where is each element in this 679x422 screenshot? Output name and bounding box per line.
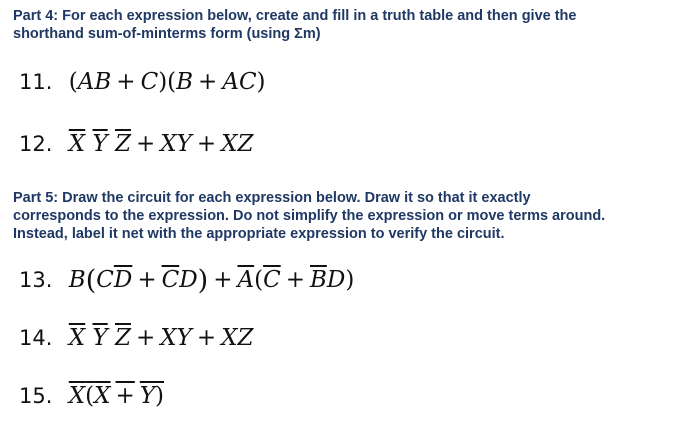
problem-14-expression: $\overline{X}$ $\overline{Y}$ $\overline{Z}$ + XY + XZ (68, 325, 254, 351)
problem-15 (19, 380, 164, 411)
problem-15-number: 15. (19, 384, 53, 408)
problem-15-expression: X(X + Y) (68, 383, 164, 409)
problem-14-number: 14. (19, 326, 53, 350)
problem-12-number: 12. (19, 132, 53, 156)
problem-13-number: 13. (19, 268, 53, 292)
problem-13-expression: $B(C\overline{D} + \overline{C}D) + \overline{A}(\overline{C} + \overline{B}D)$ (68, 265, 355, 296)
problem-11-number: 11. (19, 70, 53, 94)
part5-heading: Part 5: Draw the circuit for each expression below. Draw it so that it exactly corresponds to the expression. Do not simplify the expression or move terms around. Instead, label it net with the appropriate expression to verify the circuit. (13, 190, 606, 242)
problem-12-expression: $\overline{X}$ $\overline{Y}$ $\overline{Z}$ + XY + XZ (68, 131, 254, 157)
problem-11 (19, 66, 266, 97)
part4-heading: Part 4: For each expression below, create and fill in a truth table and then give the shorthand sum-of-minterms form (using Σm) (13, 8, 577, 42)
problem-12 (19, 128, 253, 159)
problem-13 (19, 264, 354, 296)
problem-11-expression: (AB + C)(B + AC) (68, 69, 266, 95)
problem-14 (19, 322, 253, 353)
